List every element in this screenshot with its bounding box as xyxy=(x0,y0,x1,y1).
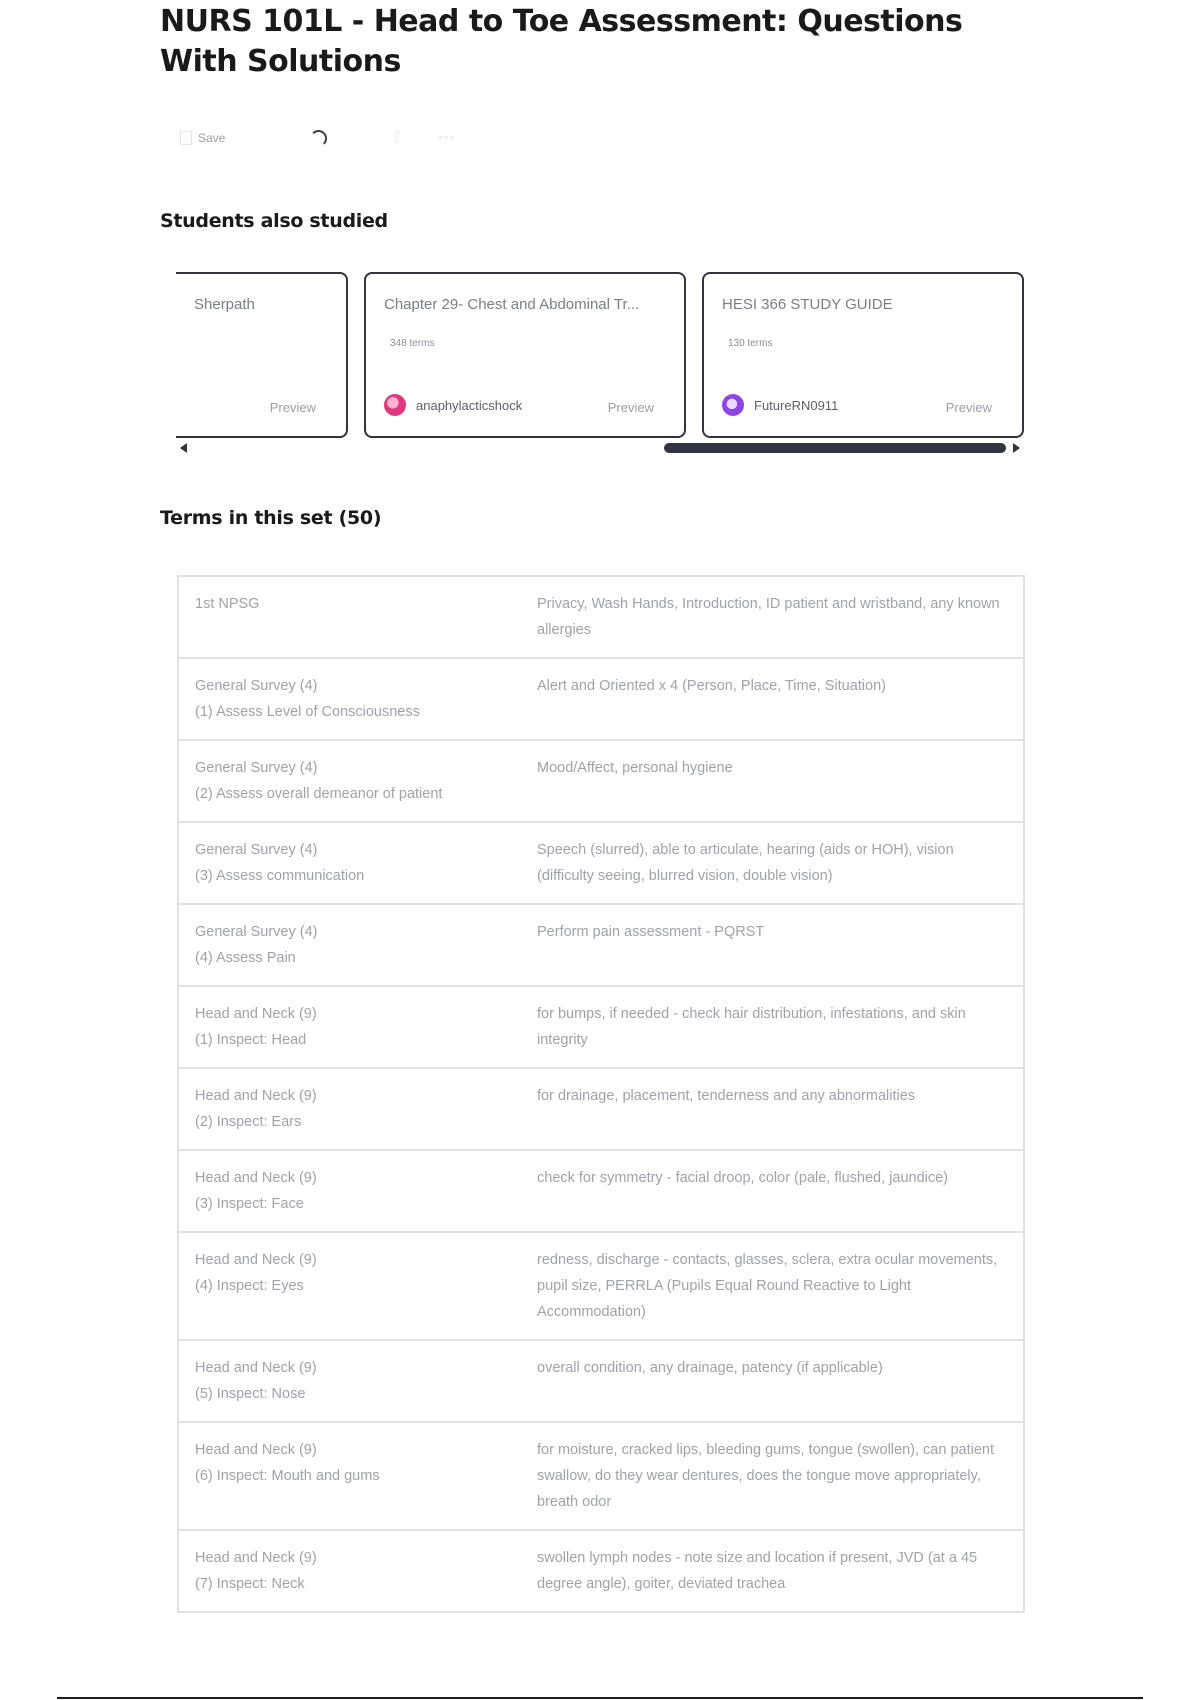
definition-cell: swollen lymph nodes - note size and location if present, JVD (at a 45 degree angle), goiter, deviated trachea xyxy=(537,1550,978,1592)
carousel-scrollbar[interactable] xyxy=(664,443,1006,453)
save-label: Save xyxy=(198,131,226,145)
definition-cell: for drainage, placement, tenderness and any abnormalities xyxy=(537,1088,916,1104)
term-cell xyxy=(179,987,537,1067)
table-row xyxy=(179,905,1023,987)
bookmark-icon xyxy=(180,131,192,145)
table-row xyxy=(179,577,1023,659)
avatar xyxy=(722,394,744,416)
term-text: (1) Assess Level of Consciousness xyxy=(195,704,420,720)
definition-cell: overall condition, any drainage, patency (if applicable) xyxy=(537,1360,883,1376)
table-row xyxy=(179,1069,1023,1151)
related-set-card[interactable] xyxy=(364,272,686,438)
definition-cell: redness, discharge - contacts, glasses, sclera, extra ocular movements, pupil size, PERRLA (Pupils Equal Round Reactive to Light Accommodation) xyxy=(537,1252,998,1320)
terms-heading: Terms in this set (50) xyxy=(160,507,382,529)
term-cell xyxy=(179,1531,537,1611)
table-row xyxy=(179,741,1023,823)
more-options-icon[interactable]: ••• xyxy=(438,129,456,145)
term-cell xyxy=(179,823,537,903)
table-row xyxy=(179,1341,1023,1423)
definition-cell: Speech (slurred), able to articulate, hearing (aids or HOH), vision (difficulty seeing, blurred vision, double vision) xyxy=(537,842,954,884)
definition-cell: Privacy, Wash Hands, Introduction, ID patient and wristband, any known allergies xyxy=(537,596,1000,638)
share-icon[interactable]: ⇪ xyxy=(390,129,404,146)
term-text: (4) Assess Pain xyxy=(195,950,296,966)
terms-table xyxy=(177,575,1025,1613)
term-text: (3) Assess communication xyxy=(195,868,365,884)
scroll-right-arrow-icon[interactable] xyxy=(1013,443,1020,453)
term-text: Head and Neck (9) xyxy=(195,1170,317,1186)
card-preview-link[interactable]: Preview xyxy=(269,400,316,415)
definition-cell: for bumps, if needed - check hair distribution, infestations, and skin integrity xyxy=(537,1006,966,1048)
action-bar xyxy=(180,126,480,150)
term-text: (5) Inspect: Nose xyxy=(195,1386,306,1402)
card-term-count: 130 terms xyxy=(728,338,773,349)
term-text: Head and Neck (9) xyxy=(195,1006,317,1022)
term-text: General Survey (4) xyxy=(195,924,318,940)
definition-cell: Mood/Affect, personal hygiene xyxy=(537,760,733,776)
table-row xyxy=(179,1151,1023,1233)
term-text: (2) Assess overall demeanor of patient xyxy=(195,786,443,802)
term-text: (2) Inspect: Ears xyxy=(195,1114,302,1130)
card-author[interactable] xyxy=(384,394,522,416)
table-row xyxy=(179,1531,1023,1611)
term-text: Head and Neck (9) xyxy=(195,1252,317,1268)
term-cell xyxy=(179,1069,537,1149)
term-text: General Survey (4) xyxy=(195,842,318,858)
definition-cell: for moisture, cracked lips, bleeding gums, tongue (swollen), can patient swallow, do they wear dentures, does the tongue move appropriately, breath odor xyxy=(537,1442,994,1510)
carousel-scrollbar-thumb[interactable] xyxy=(664,443,1006,453)
card-username: FutureRN0911 xyxy=(754,397,839,413)
term-cell xyxy=(179,659,537,739)
card-title: Chapter 29- Chest and Abdominal Tr... xyxy=(384,296,640,313)
term-text: 1st NPSG xyxy=(195,596,260,612)
term-cell xyxy=(179,905,537,985)
table-row xyxy=(179,659,1023,741)
term-cell xyxy=(179,577,537,657)
save-button[interactable] xyxy=(180,126,225,150)
divider xyxy=(57,1697,1143,1699)
table-row xyxy=(179,987,1023,1069)
term-text: (7) Inspect: Neck xyxy=(195,1576,305,1592)
scroll-left-arrow-icon[interactable] xyxy=(180,443,187,453)
related-set-card[interactable] xyxy=(176,272,348,438)
term-cell xyxy=(179,1151,537,1231)
definition-cell: Perform pain assessment - PQRST xyxy=(537,924,765,940)
term-text: Head and Neck (9) xyxy=(195,1550,317,1566)
table-row xyxy=(179,1233,1023,1341)
term-text: (3) Inspect: Face xyxy=(195,1196,304,1212)
term-text: Head and Neck (9) xyxy=(195,1442,317,1458)
card-preview-link[interactable]: Preview xyxy=(607,400,654,415)
table-row xyxy=(179,823,1023,905)
loading-spinner-icon xyxy=(310,130,327,147)
table-row xyxy=(179,1423,1023,1531)
term-cell xyxy=(179,741,537,821)
term-text: (1) Inspect: Head xyxy=(195,1032,307,1048)
definition-cell: Alert and Oriented x 4 (Person, Place, Time, Situation) xyxy=(537,678,886,694)
term-text: Head and Neck (9) xyxy=(195,1088,317,1104)
term-cell xyxy=(179,1233,537,1339)
card-title: Sherpath xyxy=(194,296,255,313)
term-text: (4) Inspect: Eyes xyxy=(195,1278,304,1294)
card-username: anaphylacticshock xyxy=(416,397,523,413)
card-title: HESI 366 STUDY GUIDE xyxy=(722,296,893,313)
avatar xyxy=(384,394,406,416)
page-title: NURS 101L - Head to Toe Assessment: Questions With Solutions xyxy=(160,4,963,79)
term-text: General Survey (4) xyxy=(195,678,318,694)
term-text: Head and Neck (9) xyxy=(195,1360,317,1376)
students-also-studied-heading: Students also studied xyxy=(160,210,388,232)
card-term-count: 348 terms xyxy=(390,338,435,349)
term-cell xyxy=(179,1423,537,1529)
related-set-card[interactable] xyxy=(702,272,1024,438)
term-text: (6) Inspect: Mouth and gums xyxy=(195,1468,380,1484)
term-cell xyxy=(179,1341,537,1421)
term-text: General Survey (4) xyxy=(195,760,318,776)
related-sets-carousel xyxy=(176,270,1026,456)
definition-cell: check for symmetry - facial droop, color (pale, flushed, jaundice) xyxy=(537,1170,949,1186)
card-preview-link[interactable]: Preview xyxy=(945,400,992,415)
card-author[interactable] xyxy=(722,394,838,416)
